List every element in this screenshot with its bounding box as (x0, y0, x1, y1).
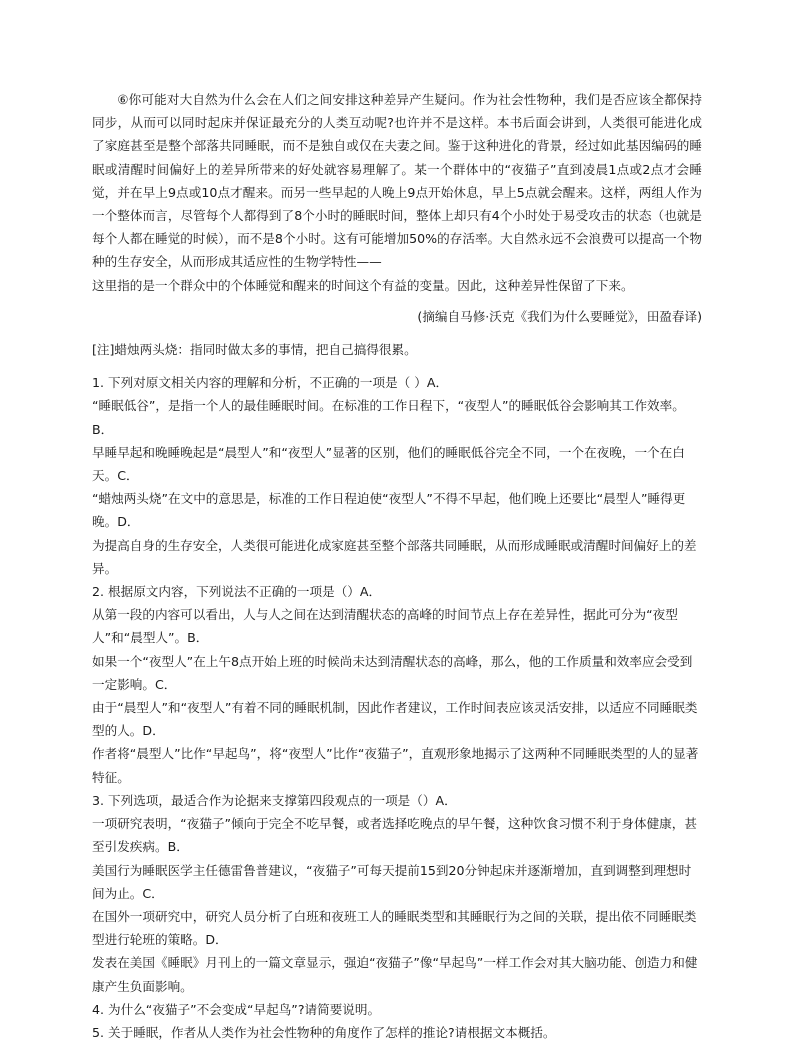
question-5: 5. 关于睡眠，作者从人类作为社会性物种的角度作了怎样的推论?请根据文本概括。 (92, 1024, 556, 1040)
option-b: 早睡早起和晚睡晚起是“晨型人”和“夜型人”显著的区别，他们的睡眠低谷完全不同，一个在夜晚，一个在白天。C． (92, 444, 685, 484)
question-stem: 2. 根据原文内容，下列说法不正确的一项是（）A． (92, 584, 382, 600)
option-d: 作者将“晨型人”比作“早起鸟”，将“夜型人”比作“夜猫子”，直观形象地揭示了这两种不同睡眠类型的人的显著特征。 (92, 746, 699, 785)
option-c: 在国外一项研究中，研究人员分析了白班和夜班工人的睡眠类型和其睡眠行为之间的关联，提出依不同睡眠类型进行轮班的策略。D． (92, 908, 697, 948)
question-stem: 3. 下列选项，最适合作为论据来支撑第四段观点的一项是（）A． (92, 792, 457, 808)
question-2 (92, 580, 702, 789)
option-c: “蜡烛两头烧”在文中的意思是，标准的工作日程迫使“夜型人”不得不早起，他们晚上还要比“晨型人”睡得更晚。D． (92, 491, 686, 530)
option-b: 如果一个“夜型人”在上午8点开始上班的时候尚未达到清醒状态的高峰，那么，他的工作质量和效率应会受到一定影响。C． (92, 653, 693, 692)
option-a: “睡眠低谷”，是指一个人的最佳睡眠时间。在标准的工作日程下，“夜型人”的睡眠低谷会影响其工作效率。B． (92, 398, 685, 437)
question-1 (92, 371, 702, 580)
passage-note: [注]蜡烛两头烧：指同时做太多的事情，把自己搞得很累。 (92, 342, 417, 358)
question-3 (92, 789, 702, 998)
option-d: 发表在美国《睡眠》月刊上的一篇文章显示，强迫“夜猫子”像“早起鸟”一样工作会对其大脑功能、创造力和健康产生负面影响。 (92, 955, 698, 994)
question-4: 4. 为什么“夜猫子”不会变成“早起鸟”?请简要说明。 (92, 1001, 381, 1017)
option-a: 一项研究表明，“夜猫子”倾向于完全不吃早餐，或者选择吃晚点的早午餐，这种饮食习惯不利于身体健康，甚至引发疾病。B． (92, 816, 697, 855)
passage-paragraph-6: ⑥你可能对大自然为什么会在人们之间安排这种差异产生疑问。作为社会性物种，我们是否应该全都保持同步，从而可以同时起床并保证最充分的人类互动呢?也许并不是这样。本书后面会讲到，人类很可能进化成了家庭甚至是整个部落共同睡眠，而不是独自或仅在夫妻之间。鉴于这种进化的背景，经过如此基因编码的睡眠或清醒时间偏好上的差异所带来的好处就容易理解了。某一个群体中的“夜猫子”直到凌晨1点或2点才会睡觉，并在早上9点或10点才醒来。而另一些早起的人晚上9点开始休息，早上5点就会醒来。这样，两组人作为一个整体而言，尽管每个人都得到了8个小时的睡眠时间，整体上却只有4个小时处于易受攻击的状态（也就是每个人都在睡觉的时候），而不是8个小时。这有可能增加50%的存活率。大自然永远不会浪费可以提高一个物种的生存安全，从而形成其适应性的生物学特性—— (92, 92, 702, 270)
option-d: 为提高自身的生存安全，人类很可能进化成家庭甚至整个部落共同睡眠，从而形成睡眠或清醒时间偏好上的差异。 (92, 537, 697, 576)
question-stem: 1. 下列对原文相关内容的理解和分析，不正确的一项是（ ）A． (92, 375, 449, 391)
passage-paragraph-tail: 这里指的是一个群众中的个体睡觉和醒来的时间这个有益的变量。因此，这种差异性保留了下来。 (92, 277, 634, 293)
option-b: 美国行为睡眠医学主任德雷鲁普建议，“夜猫子”可每天提前15到20分钟起床并逐渐增加，直到调整到理想时间为止。C． (92, 862, 692, 901)
document-page (92, 88, 702, 1044)
option-a: 从第一段的内容可以看出，人与人之间在达到清醒状态的高峰的时间节点上存在差异性，据此可分为“夜型人”和“晨型人”。B． (92, 607, 678, 646)
option-c: 由于“晨型人”和“夜型人”有着不同的睡眠机制，因此作者建议，工作时间表应该灵活安排，以适应不同睡眠类型的人。D． (92, 700, 698, 739)
passage-source: (摘编自马修·沃克《我们为什么要睡觉》，田盈春译) (417, 308, 702, 324)
